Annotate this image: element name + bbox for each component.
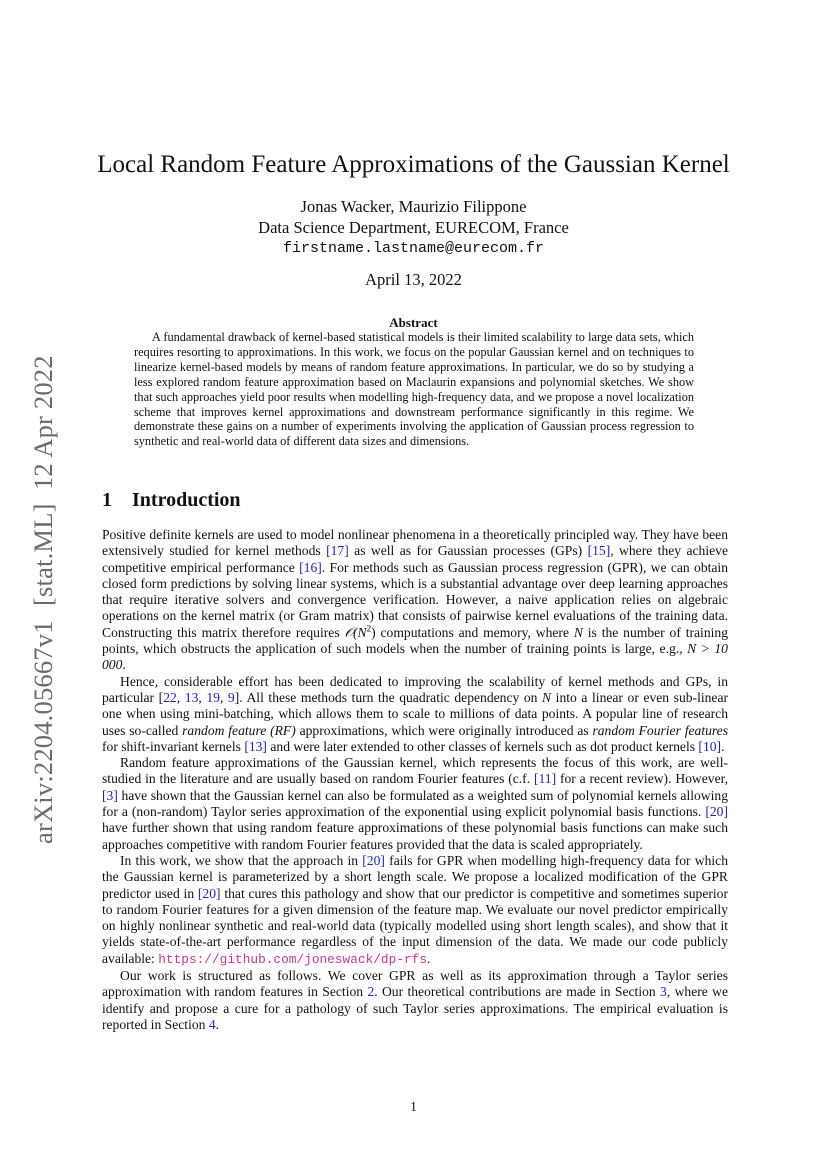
citation-link[interactable]: [17] (326, 543, 349, 559)
citation-link[interactable]: [3] (102, 787, 118, 803)
arxiv-identifier-stamp (28, 355, 59, 844)
math-expression: 𝒪(N (344, 624, 367, 640)
abstract-heading: Abstract (389, 315, 438, 330)
arxiv-date: 12 Apr 2022 (28, 355, 58, 490)
arxiv-category: [stat.ML] (28, 503, 58, 607)
citation-link[interactable]: [11] (533, 771, 557, 787)
section-number: 1 (102, 489, 112, 511)
section-reference-link[interactable]: 4 (208, 1016, 216, 1032)
author-names: Jonas Wacker, Maurizio Filippone (300, 197, 527, 216)
page-number: 1 (410, 1099, 417, 1114)
author-block (90, 196, 737, 259)
citation-link[interactable]: 13 (184, 689, 199, 705)
section-title: Introduction (132, 489, 241, 511)
citation-link[interactable]: 22 (163, 689, 177, 705)
emphasis-text: random Fourier features (592, 722, 728, 738)
abstract-text: A fundamental drawback of kernel-based statistical models is their limited scalability to large data sets, which requires resorting to approximations. In this work, we focus on the popular Gaussian kernel and on techniques to linearize kernel-based models by means of random feature approximations. In particular, we do so by studying a less explored random feature approximation based on Maclaurin expansions and polynomial sketches. We show that such approaches yield poor results when modelling high-frequency data, and we propose a novel localization scheme that improves kernel approximations and downstream performance significantly in this regime. We demonstrate these gains on a number of experiments involving the application of Gaussian process regression to synthetic and real-world data of different data sizes and dimensions. (134, 330, 694, 449)
author-affiliation: Data Science Department, EURECOM, France (258, 218, 569, 237)
paper-date: April 13, 2022 (365, 270, 462, 289)
arxiv-id: arXiv:2204.05667v1 (28, 620, 58, 845)
paragraph-5: Our work is structured as follows. We cover GPR as well as its approximation through a Taylor series approximation with random features in Section 2. Our theoretical contributions are made in Section 3, where we identify and propose a cure for a pathology of such Taylor series approximations. The empirical evaluation is reported in Section 4. (102, 968, 728, 1032)
code-repository-link[interactable]: https://github.com/joneswack/dp-rfs (158, 951, 428, 967)
section-reference-link[interactable]: 2 (367, 984, 375, 1000)
paragraph-2: Hence, considerable effort has been dedicated to improving the scalability of kernel methods and GPs, in particular [22, 13, 19, 9]. All these methods turn the quadratic dependency on N into a linear or even sub-linear one when using mini-batching, which allows them to scale to millions of data points. A popular line of research uses so-called random feature (RF) approximations, which were originally introduced as random Fourier features for shift-invariant kernels [13] and were later extended to other classes of kernels such as dot product kernels [10]. (102, 673, 729, 754)
citation-link[interactable]: [20] (705, 804, 728, 820)
math-exponent: 2 (366, 623, 372, 634)
citation-link[interactable]: [13] (244, 738, 267, 754)
author-email: firstname.lastname@eurecom.fr (282, 240, 545, 257)
citation-link[interactable]: 9 (227, 689, 235, 705)
paper-title: Local Random Feature Approximations of the Gaussian Kernel (97, 151, 730, 178)
math-variable: N (542, 689, 552, 705)
body-text (102, 527, 728, 1033)
section-reference-link[interactable]: 3 (660, 984, 667, 1000)
citation-link[interactable]: [10] (698, 738, 722, 754)
citation-link[interactable]: [16] (299, 559, 322, 575)
paragraph-3: Random feature approximations of the Gaussian kernel, which represents the focus of this work, are well-studied in the literature and are usually based on random Fourier features (c.f. [11] for a recent review). However, [3] have shown that the Gaussian kernel can also be formulated as a weighted sum of polynomial kernels allowing for a (non-random) Taylor series approximation of the exponential using explicit polynomial basis functions. [20] have further shown that using random feature approximations of these polynomial basis functions can make such approaches competitive with random Fourier features provided that the data is scaled appropriately. (102, 755, 728, 852)
math-expression: N > 10 000 (102, 641, 728, 673)
citation-link[interactable]: [20] (197, 885, 221, 901)
math-variable: N (573, 624, 583, 640)
paragraph-4: In this work, we show that the approach in [20] fails for GPR when modelling high-frequency data for which the Gaussian kernel is parameterized by a short length scale. We propose a localized modification of the GPR predictor used in [20] that cures this pathology and show that our predictor is competitive and sometimes superior to random Fourier features for a given dimension of the feature map. We evaluate our novel predictor empirically on highly nonlinear synthetic and real-world data (typically modelled using short length scales), and show that it yields state-of-the-art performance regardless of the input dimension of the data. We made our code publicly available: https://github.com/joneswack/dp-rfs. (102, 852, 728, 967)
paragraph-1: Positive definite kernels are used to model nonlinear phenomena in a theoretically principled way. They have been extensively studied for kernel methods [17] as well as for Gaussian processes (GPs) [15], where they achieve competitive empirical performance [16]. For methods such as Gaussian process regression (GPR), we can obtain closed form predictions by solving linear systems, which is a substantial advantage over deep learning approaches that require iterative solvers and convergence verification. However, a naive application relies on algebraic operations on the kernel matrix (or Gram matrix) that consists of pairwise kernel evaluations of the training data. Constructing this matrix therefore requires $𝒪(N^2)$ computations and memory, where N is the number of training points, which obstructs the application of such models when the number of training points is large, e.g., N > 10 000. (102, 527, 729, 673)
emphasis-text: random feature (RF) (182, 722, 296, 738)
section-heading (102, 489, 241, 512)
citation-link[interactable]: [20] (362, 852, 385, 868)
citation-link[interactable]: [15] (587, 543, 611, 559)
citation-link[interactable]: 19 (206, 689, 220, 705)
